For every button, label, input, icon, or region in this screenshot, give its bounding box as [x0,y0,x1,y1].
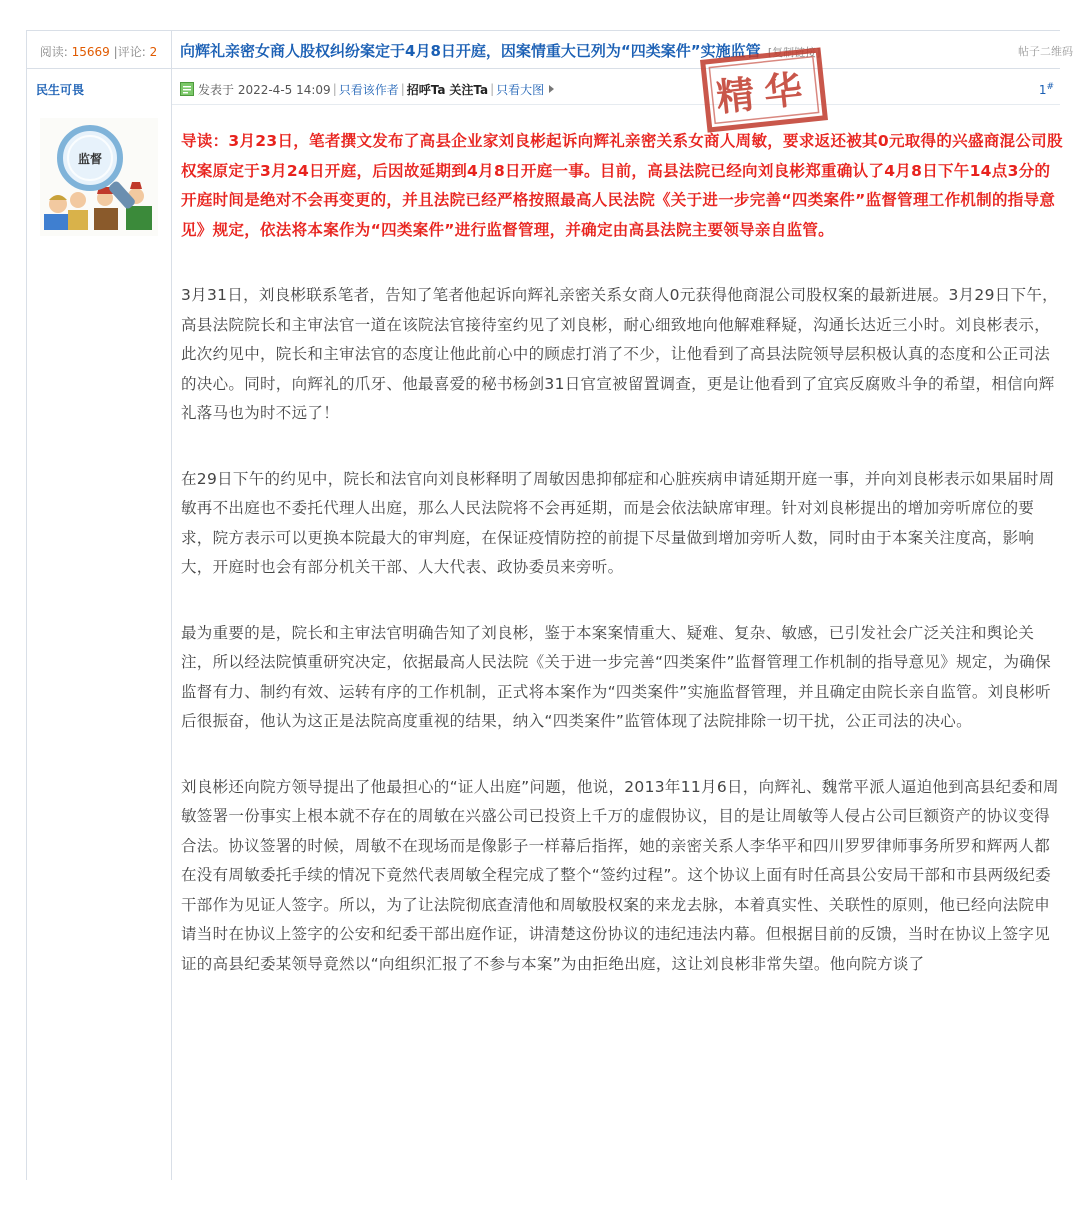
body-paragraph: 3月31日，刘良彬联系笔者，告知了笔者他起诉向辉礼亲密关系女商人0元获得他商混公司股权案的最新进展。3月29日下午，高县法院院长和主审法官一道在该院法官接待室约见了刘良彬，耐心细致地向他解难释疑，沟通长达近三小时。刘良彬表示，此次约见中，院长和主审法官的态度让他此前心中的顾虑打消了不少，让他看到了高县法院领导层积极认真的态度和公正司法的决心。同时，向辉礼的爪牙、他最喜爱的秘书杨剑31日官宣被留置调查，更是让他看到了宜宾反腐败斗争的希望，相信向辉礼落马也为时不远了！ [181,286,1058,422]
body-paragraph: 在29日下午的约见中，院长和法官向刘良彬释明了周敏因患抑郁症和心脏疾病申请延期开庭一事，并向刘良彬表示如果届时周敏再不出庭也不委托代理人出庭，那么人民法院将不会再延期，而是会依法缺席审理。针对刘良彬提出的增加旁听席位的要求，院方表示可以更换本院最大的审判庭，在保证疫情防控的前提下尽量做到增加旁听人数，同时由于本案关注度高，影响大，开庭时也会有部分机关干部、人大代表、政协委员来旁听。 [181,469,1055,576]
body-paragraph: 刘良彬还向院方领导提出了他最担心的“证人出庭”问题，他说，2013年11月6日，向辉礼、魏常平派人逼迫他到高县纪委和周敏签署一份事实上根本就不存在的周敏在兴盛公司已投资上千万的虚假协议，目的是让周敏等人侵占公司巨额资产的协议变得合法。协议签署的时候，周敏不在现场而是像影子一样幕后指挥，她的亲密关系人李华平和四川罗罗律师事务所罗和辉两人都在没有周敏委托手续的情况下竟然代表周敏全程完成了整个“签约过程”。这个协议上面有时任高县公安局干部和市县两级纪委干部作为见证人签字。所以，为了让法院彻底查清他和周敏股权案的来龙去脉，本着真实性、关联性的原则，他已经向法院申请当时在协议上签字的公安和纪委干部出庭作证，讲清楚这份协议的违纪违法内幕。但根据目前的反馈，当时在协议上签字见证的高县纪委某领导竟然以“向组织汇报了不参与本案”为由拒绝出庭，这让刘良彬非常失望。他向院方谈了 [181,777,1059,973]
divider [26,30,1060,31]
thread-title[interactable]: 向辉礼亲密女商人股权纠纷案定于4月8日开庭，因案情重大已列为“四类案件”实施监管 [180,42,761,60]
divider [26,30,27,1180]
body-paragraph: 最为重要的是，院长和主审法官明确告知了刘良彬，鉴于本案案情重大、疑难、复杂、敏感，已引发社会广泛关注和舆论关注，所以经法院慎重研究决定，依据最高人民法院《关于进一步完善“四类案件”监督管理工作机制的指导意见》规定，为确保监督有力、制约有效、运转有序的工作机制，正式将本案作为“四类案件”实施监督管理，并且确定由院长亲自监管。刘良彬听后很振奋，他认为这正是法院高度重视的结果，纳入“四类案件”监管体现了法院排除一切干扰，公正司法的决心。 [181,623,1051,730]
publish-time: 发表于 2022-4-5 14:09 [198,82,331,97]
avatar-label: 监督 [77,152,103,166]
featured-stamp [698,46,829,135]
greet-link[interactable]: 招呼Ta [406,82,446,97]
floor-value: 1 [1038,83,1047,97]
read-count: 15669 [71,45,110,59]
lead-paragraph: 导读：3月23日，笔者撰文发布了高县企业家刘良彬起诉向辉礼亲密关系女商人周敏，要求返还被其0元取得的兴盛商混公司股权案原定于3月24日开庭，后因故延期到4月8日开庭一事。目前，高县法院已经向刘良彬郑重确认了4月8日下午14点3分的开庭时间是绝对不会再变更的，并且法院已经严格按照最高人民法院《关于进一步完善“四类案件”监督管理工作机制的指导意见》规定，依法将本案作为“四类案件”进行监督管理，并确定由高县法院主要领导亲自监管。 [181,132,1063,239]
only-author-link[interactable]: 只看该作者 [338,82,399,97]
floor-number[interactable] [1039,82,1054,97]
post-frame [26,30,1073,1180]
follow-link[interactable]: 关注Ta [449,82,489,97]
comment-label: |评论: [113,45,146,59]
divider [26,68,1060,69]
post-meta-bar: 发表于 2022-4-5 14:09 | 只看该作者 | 招呼Ta 关注Ta | 只看大图 [180,80,554,98]
post-doc-icon [180,82,194,96]
big-image-link[interactable]: 只看大图 [496,82,545,97]
copy-link-button[interactable]: [复制链接] [767,46,821,59]
post-content [181,127,1063,1180]
qr-code-link[interactable]: 帖子二维码 [1018,45,1073,58]
thread-stats [26,43,171,60]
thread-title-bar [180,40,1010,62]
floor-mark: # [1046,82,1054,92]
stamp-text: 精华 [714,66,815,120]
avatar[interactable] [40,118,158,236]
divider [171,30,172,1180]
comment-count: 2 [149,45,158,59]
read-label: 阅读: [39,45,68,59]
author-name[interactable]: 民生可畏 [36,83,85,97]
divider [172,104,1060,105]
play-icon[interactable] [549,85,554,93]
